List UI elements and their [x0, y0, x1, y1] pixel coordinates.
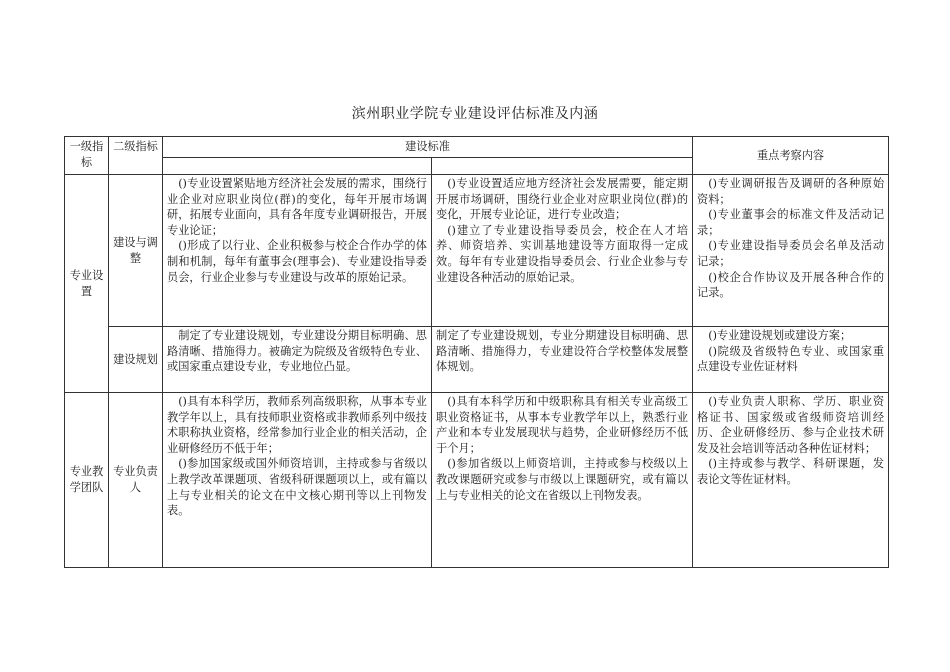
focus-para: ()专业负责人职称、学历、职业资格证书、国家级或省级师资培训经历、企业研修经历、参与企业技术研发及社会培训等活动各种佐证材料； [697, 395, 885, 455]
evaluation-table [64, 136, 889, 568]
focus-para: ()专业建设指导委员会名单及活动记录； [697, 239, 885, 268]
standard-b-para: ()专业设置适应地方经济社会发展需要，能定期开展市场调研，围绕行业企业对应职业岗位(群)的变化，开展专业论证，进行专业改造； [436, 177, 689, 222]
standard-a-cell [163, 327, 432, 393]
standard-b-para: ()参加省级以上师资培训，主持或参与校级以上教改课题研究或参与市级以上课题研究，或有篇以上与专业相关的论文在省级以上刊物发表。 [436, 457, 689, 502]
focus-para: ()主持或参与教学、科研课题，发表论文等佐证材料。 [697, 457, 885, 486]
sub-indicator-cell: 专业负责人 [109, 393, 163, 568]
standard-a-para: ()专业设置紧贴地方经济社会发展的需求，围绕行业企业对应职业岗位(群)的变化，每年开展市场调研，拓展专业面向，具有各年度专业调研报告，开展专业论证； [167, 177, 427, 237]
standard-a-para: 制定了专业建设规划，专业建设分期目标明确、思路清晰、措施得力。被确定为院级及省级特色专业、或国家重点建设专业，专业地位凸显。 [167, 329, 427, 374]
standard-a-cell [163, 175, 432, 327]
focus-cell [693, 175, 889, 327]
standard-b-cell [432, 175, 693, 327]
standard-b-para: 制定了专业建设规划，专业分期建设目标明确、思路清晰、措施得力，专业建设符合学校整体发展整体规划。 [436, 329, 689, 374]
focus-para: ()院级及省级特色专业、或国家重点建设专业佐证材料 [697, 344, 885, 374]
document-title: 滨州职业学院专业建设评估标准及内涵 [351, 106, 599, 122]
standard-b-cell [432, 393, 693, 568]
group-cell: 专业教学团队 [65, 393, 109, 568]
standard-b-para: ()建立了专业建设指导委员会，校企在人才培养、师资培养、实训基地建设等方面取得一定成效。每年有专业建设指导委员会、行业企业参与专业建设各种活动的原始记录。 [436, 223, 689, 284]
standard-b-cell [432, 327, 693, 393]
standard-a-para: ()形成了以行业、企业积极参与校企合作办学的体制和机制，每年有董事会(理事会)、专业建设指导委员会，行业企业参与专业建设与改革的原始记录。 [167, 239, 427, 284]
standard-b-para: ()具有本科学历和中级职称具有相关专业高级工职业资格证书，从事本专业教学年以上，熟悉行业产业和本专业发展现状与趋势，企业研修经历不低于个月； [436, 395, 689, 455]
header-standard-qualified [432, 158, 693, 175]
focus-para: ()专业建设规划或建设方案； [708, 329, 852, 342]
focus-para: ()专业调研报告及调研的各种原始资料； [697, 177, 885, 206]
header-standard-excellent [163, 158, 432, 175]
header-level2: 二级指标 [109, 137, 163, 175]
focus-para: ()校企合作协议及开展各种合作的记录。 [697, 270, 885, 300]
focus-cell [693, 327, 889, 393]
standard-a-para: ()参加国家级或国外师资培训，主持或参与省级以上教学改革课题项、省级科研课题项以上，或有篇以上与专业相关的论文在中文核心期刊等以上刊物发表。 [167, 457, 427, 518]
header-level1: 一级指标 [65, 137, 109, 175]
standard-a-para: ()具有本科学历，教师系列高级职称，从事本专业教学年以上，具有技师职业资格或非教师系列中级技术职称执业资格，经常参加行业企业的相关活动，企业研修经历不低于年； [167, 395, 427, 455]
focus-para: ()专业董事会的标准文件及活动记录； [697, 208, 885, 237]
sub-indicator-cell: 建设与调整 [109, 175, 163, 327]
group-cell: 专业设置 [65, 175, 109, 393]
header-standard: 建设标准 [163, 137, 693, 158]
standard-a-cell [163, 393, 432, 568]
focus-cell [693, 393, 889, 568]
sub-indicator-cell: 建设规划 [109, 327, 163, 393]
header-focus: 重点考察内容 [693, 137, 889, 175]
